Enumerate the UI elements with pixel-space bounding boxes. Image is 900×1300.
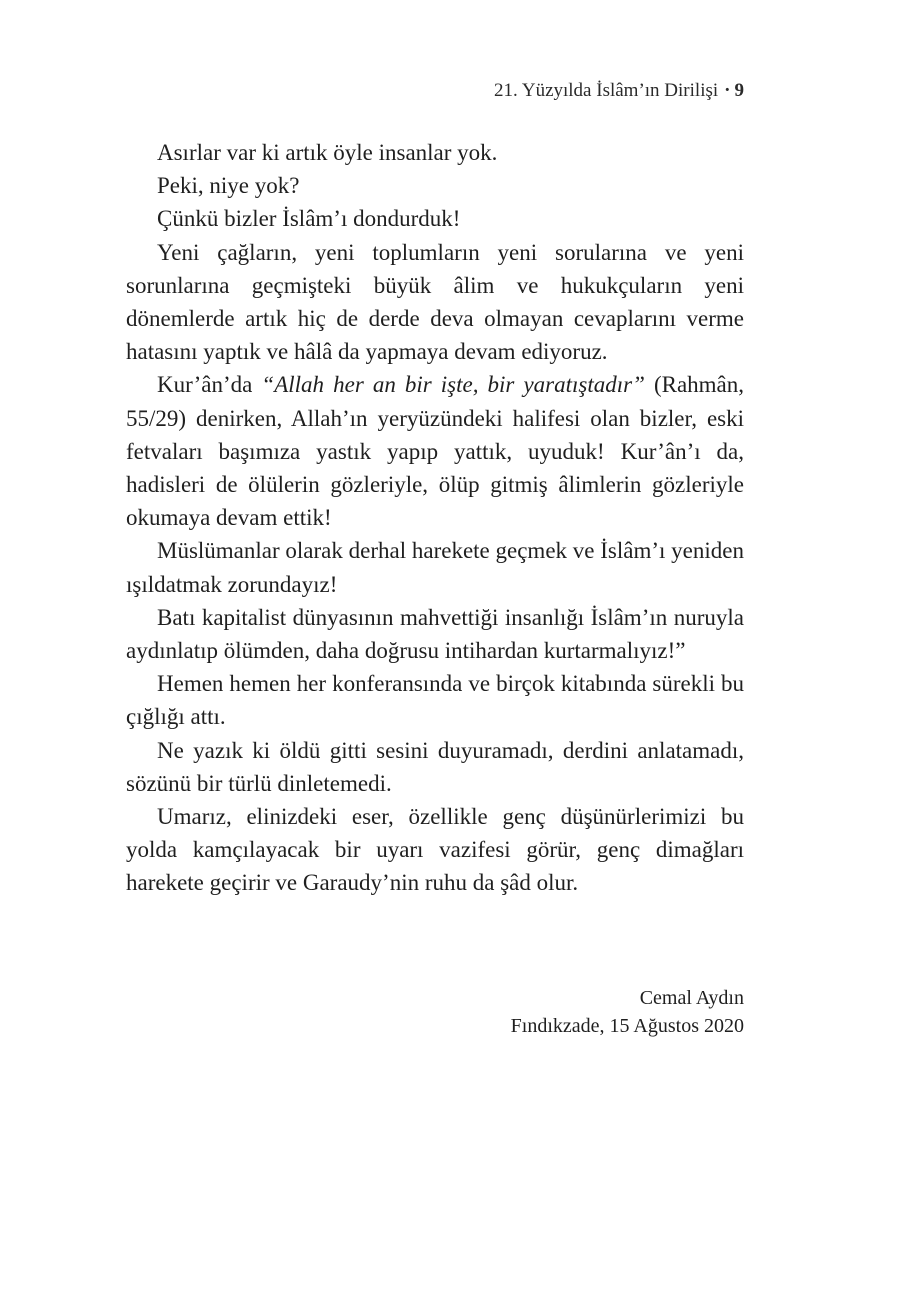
paragraph-10: Umarız, elinizdeki eser, özellikle genç düşünürlerimizi bu yolda kamçılayacak bir uyarı vazifesi görür, genç dimağları harekete geçirir ve Garaudy’nin ruhu da şâd olur. [126,804,744,896]
page-number: 9 [734,80,744,101]
header-separator: · [724,80,731,101]
paragraph-7: Batı kapitalist dünyasının mahvettiği insanlığı İslâm’ın nuruyla aydınlatıp ölümden, daha doğrusu intihardan kurtarmalıyız!” [126,604,744,664]
place-date: Fındıkzade, 15 Ağustos 2020 [510,1015,744,1037]
paragraph-2: Peki, niye yok? [157,173,300,199]
running-header [494,79,744,103]
paragraph-4: Yeni çağların, yeni toplumların yeni sorularına ve yeni sorunlarına geçmişteki büyük âlim ve hukukçuların yeni dönemlerde artık hiç de derde deva olmayan cevaplarını verme hatasını yaptık ve hâlâ da yapmaya devam ediyoruz. [126,239,744,365]
paragraph-9: Ne yazık ki öldü gitti sesini duyuramadı, derdini anlatamadı, sözünü bir türlü dinletemedi. [126,737,744,796]
quran-quote: “Allah her an bir işte, bir yaratıştadır” [261,372,645,398]
body-text [126,136,744,900]
paragraph-1: Asırlar var ki artık öyle insanlar yok. [157,140,498,165]
paragraph-5-rest: (Rahmân, 55/29) denirken, Allah’ın yeryüzündeki halifesi olan bizler, eski fetvaları başımıza yastık yapıp yattık, uyuduk! Kur’ân’ı da, hadisleri de ölülerin gözleriyle, ölüp gitmiş âlimlerin gözleriyle okumaya devam ettik! [126,372,744,531]
paragraph-5 [126,368,744,534]
paragraph-8: Hemen hemen her konferansında ve birçok kitabında sürekli bu çığlığı attı. [126,671,744,730]
paragraph-3: Çünkü bizler İslâm’ı dondurduk! [157,206,461,232]
author-name: Cemal Aydın [639,987,744,1009]
running-title: 21. Yüzyılda İslâm’ın Dirilişi [494,80,719,101]
paragraph-6: Müslümanlar olarak derhal harekete geçmek ve İslâm’ı yeniden ışıldatmak zorundayız! [126,538,744,597]
paragraph-5-lead: Kur’ân’da [157,372,262,398]
signature-block [511,984,744,1040]
